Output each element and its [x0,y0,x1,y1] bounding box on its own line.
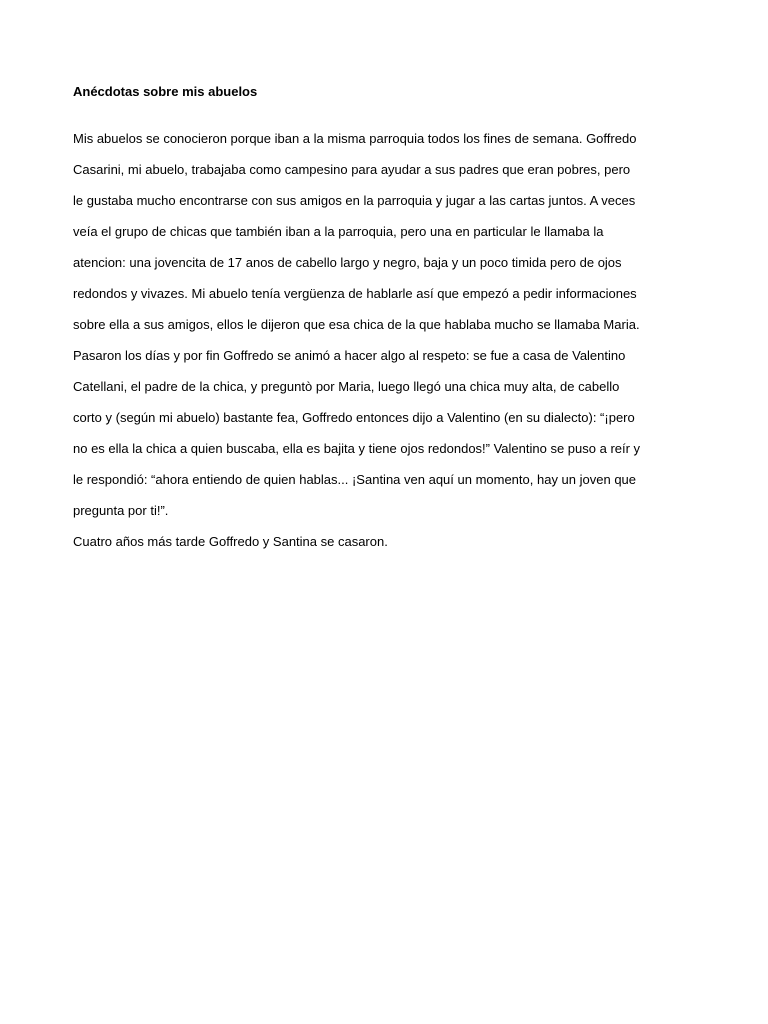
paragraph-line: Cuatro años más tarde Goffredo y Santina se casaron. [73,533,388,549]
document-body [73,84,703,565]
paragraph-line: corto y (según mi abuelo) bastante fea, Goffredo entonces dijo a Valentino (en su dialecto): “¡pero [73,409,635,425]
paragraph-line: atencion: una jovencita de 17 anos de cabello largo y negro, baja y un poco timida pero de ojos [73,254,622,270]
paragraph-line: Mis abuelos se conocieron porque iban a la misma parroquia todos los fines de semana. Goffredo [73,130,637,146]
paragraph-line: redondos y vivazes. Mi abuelo tenía vergüenza de hablarle así que empezó a pedir informaciones [73,285,637,301]
paragraph-line: veía el grupo de chicas que también iban a la parroquia, pero una en particular le llamaba la [73,223,604,239]
document-paragraph [73,115,703,565]
paragraph-line: le gustaba mucho encontrarse con sus amigos en la parroquia y jugar a las cartas juntos. A veces [73,192,636,208]
paragraph-line: Casarini, mi abuelo, trabajaba como campesino para ayudar a sus padres que eran pobres, pero [73,161,631,177]
paragraph-line: Pasaron los días y por fin Goffredo se animó a hacer algo al respeto: se fue a casa de Valentino [73,347,626,363]
paragraph-line: pregunta por ti!”. [73,502,169,518]
paragraph-line: sobre ella a sus amigos, ellos le dijeron que esa chica de la que hablaba mucho se llamaba Maria. [73,316,640,332]
paragraph-line: Catellani, el padre de la chica, y preguntò por Maria, luego llegó una chica muy alta, de cabello [73,378,620,394]
paragraph-line: no es ella la chica a quien buscaba, ella es bajita y tiene ojos redondos!” Valentino se puso a reír y [73,440,641,456]
paragraph-line: le respondió: “ahora entiendo de quien hablas... ¡Santina ven aquí un momento, hay un joven que [73,471,637,487]
document-title: Anécdotas sobre mis abuelos [73,84,258,99]
